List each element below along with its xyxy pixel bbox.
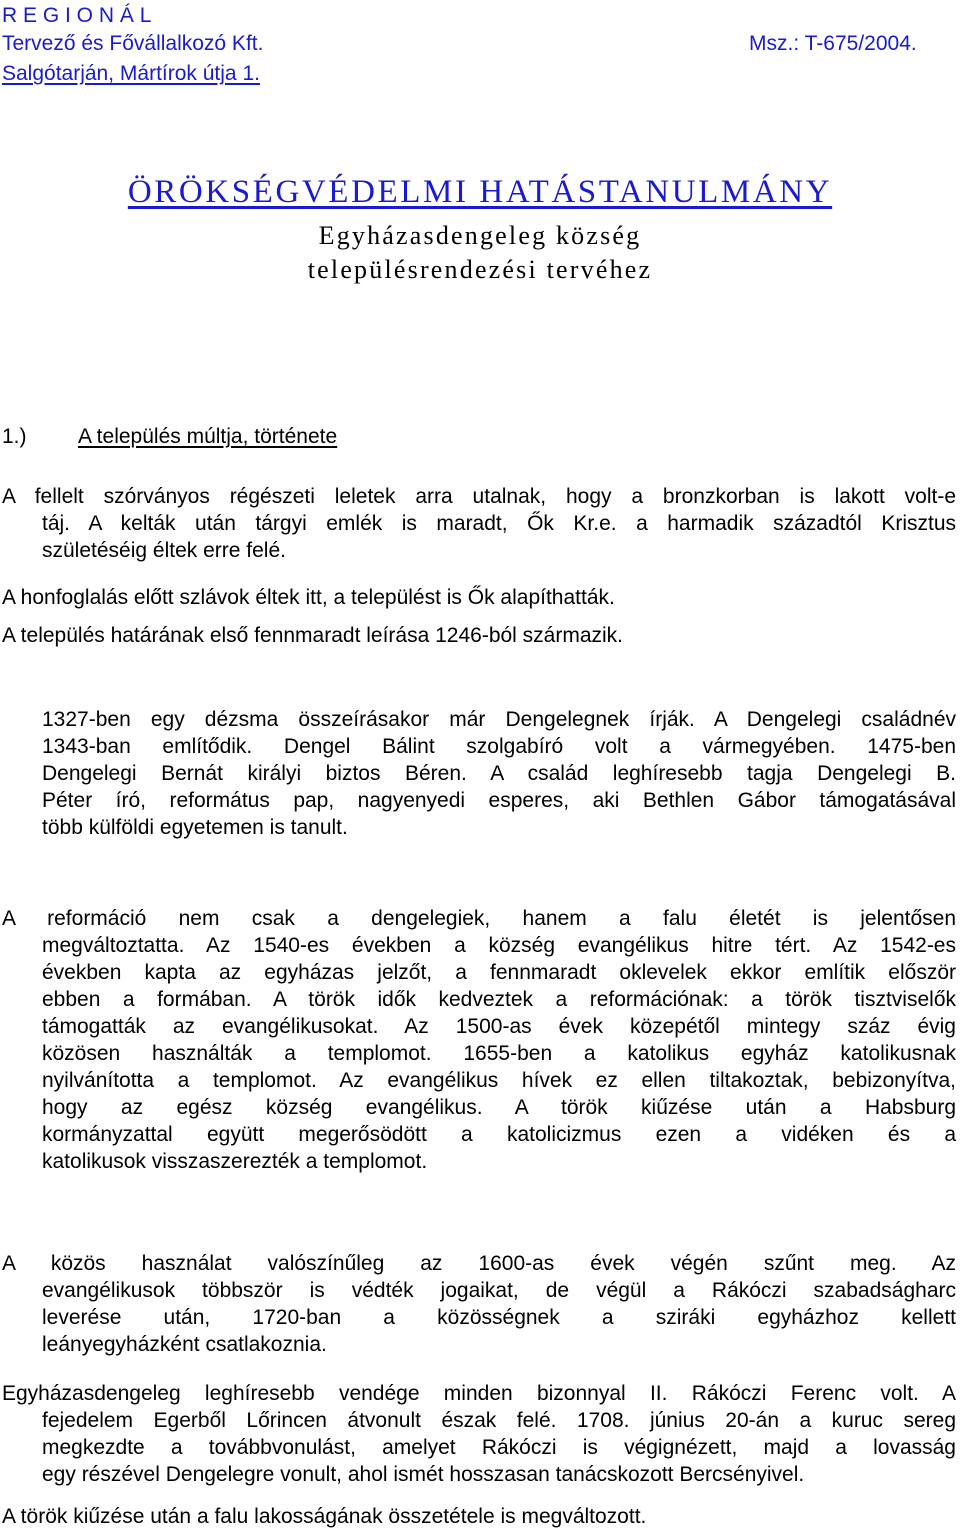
paragraph-3: A település határának első fennmaradt leírása 1246-ból származik. [2, 624, 624, 647]
paragraph-line: kormányzattal együtt megerősödött a katolicizmus ezen a vidéken és a [42, 1123, 956, 1146]
paragraph-line: leányegyházként csatlakoznia. [42, 1333, 327, 1356]
paragraph-line: egy részével Dengelegre vonult, ahol ismét hosszasan tanácskozott Bercsényivel. [42, 1463, 805, 1486]
paragraph-line: evangélikusok többször is védték jogaikat, de végül a Rákóczi szabadságharc [42, 1279, 956, 1302]
paragraph-line: nyilvánította a templomot. Az evangélikus hívek ez ellen tiltakoztak, bebizonyítva, [42, 1069, 956, 1092]
paragraph-line: A közös használat valószínűleg az 1600-as évek végén szűnt meg. Az [2, 1252, 956, 1275]
section-number: 1.) [2, 425, 27, 448]
paragraph-line: katolikusok visszaszerezték a templomot. [42, 1150, 428, 1173]
paragraph-line: táj. A kelták után tárgyi emlék is maradt, Ők Kr.e. a harmadik századtól Krisztus [42, 512, 956, 535]
paragraph-line: A fellelt szórványos régészeti leletek arra utalnak, hogy a bronzkorban is lakott volt-e [2, 485, 956, 508]
document-number: Msz.: T-675/2004. [749, 32, 917, 55]
paragraph-line: közösen használták a templomot. 1655-ben a katolikus egyház katolikusnak [42, 1042, 956, 1065]
paragraph-line: Dengelegi Bernát királyi biztos Béren. A család leghíresebb tagja Dengelegi B. [42, 762, 956, 785]
paragraph-1 [2, 483, 956, 564]
paragraph-line: A reformáció nem csak a dengelegiek, hanem a falu életét is jelentősen [2, 907, 956, 930]
paragraph-line: leverése után, 1720-ban a közösségnek a sziráki egyházhoz kellett [42, 1306, 956, 1329]
paragraph-line: 1343-ban említődik. Dengel Bálint szolgabíró volt a vármegyében. 1475-ben [42, 735, 956, 758]
paragraph-line: hogy az egész község evangélikus. A török kiűzése után a Habsburg [42, 1096, 956, 1119]
section-heading: A település múltja, története [78, 425, 338, 448]
paragraph-line: ebben a formában. A török idők kedveztek a reformációnak: a török tisztviselők [42, 988, 956, 1011]
paragraph-7 [2, 1380, 956, 1488]
paragraph-line: Péter író, református pap, nagyenyedi esperes, aki Bethlen Gábor támogatásával [42, 789, 956, 812]
paragraph-line: megváltoztatta. Az 1540-es években a község evangélikus hitre tért. Az 1542-es [42, 934, 956, 957]
paragraph-line: fejedelem Egerből Lőrincen átvonult észak felé. 1708. június 20-án a kuruc sereg [42, 1409, 956, 1432]
paragraph-line: születéséig éltek erre felé. [42, 539, 286, 562]
company-type: Tervező és Fővállalkozó Kft. [2, 32, 264, 55]
company-name: R E G I O N Á L [2, 4, 152, 27]
paragraph-2: A honfoglalás előtt szlávok éltek itt, a települést is Ők alapíthatták. [2, 586, 615, 609]
paragraph-5 [2, 905, 956, 1175]
paragraph-line: több külföldi egyetemen is tanult. [42, 816, 348, 839]
paragraph-line: 1327-ben egy dézsma összeírásakor már Dengelegnek írják. A Dengelegi családnév [42, 708, 956, 731]
paragraph-line: támogatták az evangélikusokat. Az 1500-as évek közepétől mintegy száz évig [42, 1015, 956, 1038]
paragraph-8: A török kiűzése után a falu lakosságának összetétele is megváltozott. [2, 1505, 647, 1528]
paragraph-line: megkezdte a továbbvonulást, amelyet Rákóczi is végignézett, majd a lovasság [42, 1436, 956, 1459]
paragraph-line: Egyházasdengeleg leghíresebb vendége minden bizonnyal II. Rákóczi Ferenc volt. A [2, 1382, 956, 1405]
document-title: ÖRÖKSÉGVÉDELMI HATÁSTANULMÁNY [127, 174, 833, 210]
document-subtitle-2: településrendezési tervéhez [307, 255, 653, 284]
document-subtitle-1: Egyházasdengeleg község [318, 221, 642, 250]
paragraph-4 [42, 706, 956, 841]
paragraph-line: években kapta az egyházas jelzőt, a fennmaradt oklevelek ekkor említik először [42, 961, 956, 984]
paragraph-6 [2, 1250, 956, 1358]
company-address: Salgótarján, Mártírok útja 1. [2, 62, 260, 85]
